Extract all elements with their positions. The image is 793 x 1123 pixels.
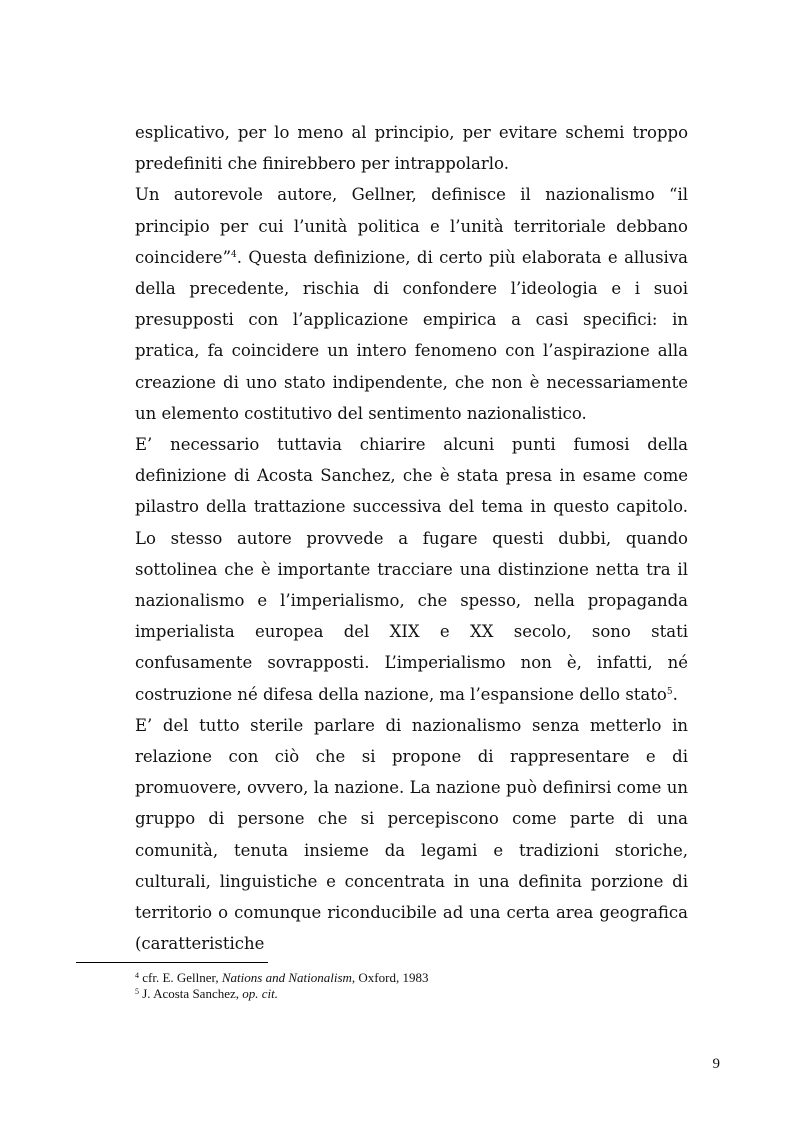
footnote: $^4$ cfr. E. Gellner, Nations and Nationalism, Oxford, 1983 (135, 970, 429, 985)
footnote-ref[interactable]: 5 (666, 686, 673, 697)
page-number: 9 (712, 1056, 720, 1072)
paragraph: Un autorevole autore, Gellner, definisce il nazionalismo “il principio per cui l’unità politica e l’unità territoriale debbano coincidere”$^4$. Questa definizione, di certo più elaborata e allusiva della precedente, rischia di confondere l’ideologia e i suoi presupposti con l’applicazione empirica a casi specifici: in pratica, fa coincidere un intero fenomeno con l’aspirazione alla creazione di uno stato indipendente, che non è necessariamente un elemento costitutivo del sentimento nazionalistico. (135, 185, 688, 423)
footnotes (135, 970, 688, 1001)
footnote-ref[interactable]: 4 (231, 249, 237, 260)
footnote-separator (76, 962, 268, 963)
paragraph: E’ del tutto sterile parlare di nazionalismo senza metterlo in relazione con ciò che si propone di rappresentare e di promuovere, ovvero, la nazione. La nazione può definirsi come un gruppo di persone che si percepiscono come parte di una comunità, tenuta insieme da legami e tradizioni storiche, culturali, linguistiche e concentrata in una definita porzione di territorio o comunque riconducibile ad una certa area geografica (caratteristiche (135, 715, 688, 954)
body-text (135, 117, 688, 959)
paragraph: esplicativo, per lo meno al principio, per evitare schemi troppo predefiniti che finirebbero per intrappolarlo. (135, 123, 688, 174)
paragraph: E’ necessario tuttavia chiarire alcuni punti fumosi della definizione di Acosta Sanchez, che è stata presa in esame come pilastro della trattazione successiva del tema in questo capitolo. Lo stesso autore provvede a fugare questi dubbi, quando sottolinea che è importante tracciare una distinzione netta tra il nazionalismo e l’imperialismo, che spesso, nella propaganda imperialista europea del XIX e XX secolo, sono stati confusamente sovrapposti. L’imperialismo non è, infatti, né costruzione né difesa della nazione, ma l’espansione dello stato$^5$. (135, 435, 688, 704)
footnote: $^5$ J. Acosta Sanchez, op. cit. (135, 985, 279, 1001)
